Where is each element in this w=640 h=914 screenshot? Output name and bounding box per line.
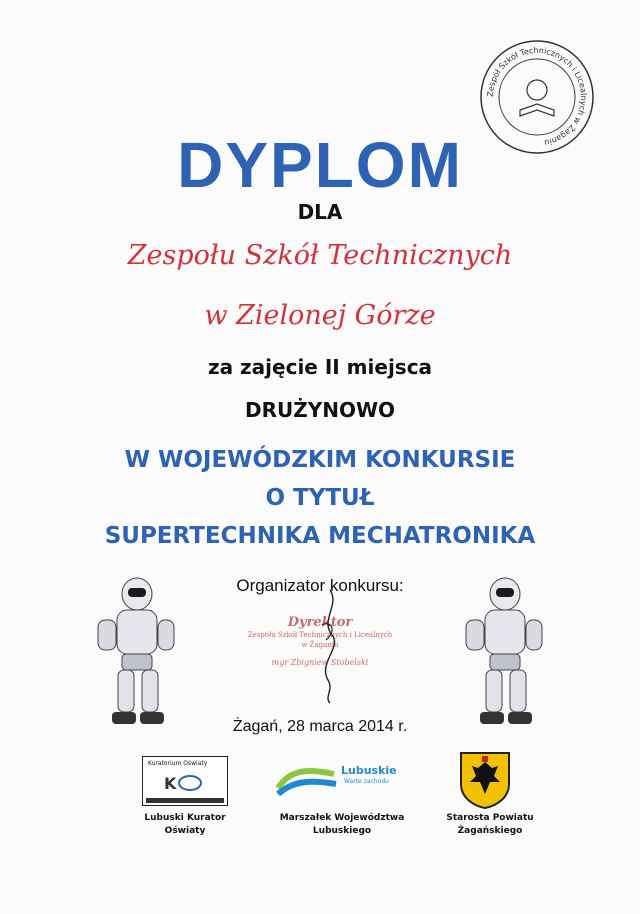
date-line: Żagań, 28 marca 2014 r. <box>232 718 408 735</box>
robot-image-right <box>460 572 550 742</box>
patron-kurator-line2: Oświaty <box>164 826 206 836</box>
stamp-name: mgr Zbigniew Stobelski <box>271 658 369 667</box>
patron-starosta-line1: Starosta Powiatu <box>446 813 534 823</box>
patron-caption-marszalek <box>262 812 422 838</box>
organizer-label: Organizator konkursu: <box>236 576 404 595</box>
patron-caption-starosta <box>420 812 560 838</box>
lubuskie-tagline: Warte zachodu <box>344 778 389 785</box>
kuratorium-logo <box>142 756 228 806</box>
school-name-line1: Zespołu Szkół Technicznych <box>127 240 513 271</box>
kuratorium-logo-text: Kuratorium Oświaty <box>148 760 208 767</box>
diploma-for: DLA <box>297 200 343 224</box>
robot-image-left <box>92 572 182 742</box>
patron-starosta-line2: Żagańskiego <box>457 826 523 836</box>
seal-ring-text: Zespół Szkół Technicznych i Licealnych w Żaganiu <box>485 45 589 148</box>
patron-kurator-line1: Lubuski Kurator <box>144 813 226 823</box>
contest-line2: O TYTUŁ <box>265 485 375 511</box>
coat-of-arms-icon <box>458 750 512 810</box>
placement-text: za zajęcie II miejsca <box>207 355 433 379</box>
team-text: DRUŻYNOWO <box>244 398 396 422</box>
contest-line1: W WOJEWÓDZKIM KONKURSIE <box>124 447 516 473</box>
lubuskie-waves-icon <box>276 762 338 798</box>
stamp-line2: w Żaganiu <box>301 641 339 649</box>
contest-line3: SUPERTECHNIKA MECHATRONIKA <box>104 523 536 549</box>
seal-emblem <box>520 80 554 116</box>
school-name-line2: w Zielonej Górze <box>204 300 436 331</box>
lubuskie-logo <box>276 760 406 804</box>
stamp-title: Dyrektor <box>287 615 353 630</box>
ko-mark-icon <box>161 774 207 792</box>
lubuskie-name: Lubuskie <box>341 764 397 777</box>
patron-marszalek-line2: Lubuskiego <box>312 826 372 836</box>
kuratorium-logo-bar <box>146 798 224 803</box>
svg-text:K: K <box>164 774 177 792</box>
stamp-line1: Zespołu Szkół Technicznych i Licealnych <box>247 631 393 639</box>
patron-marszalek-line1: Marszałek Województwa <box>279 813 405 823</box>
diploma-title: DYPLOM <box>177 129 463 201</box>
signature <box>300 585 360 705</box>
patron-caption-kurator <box>120 812 250 838</box>
